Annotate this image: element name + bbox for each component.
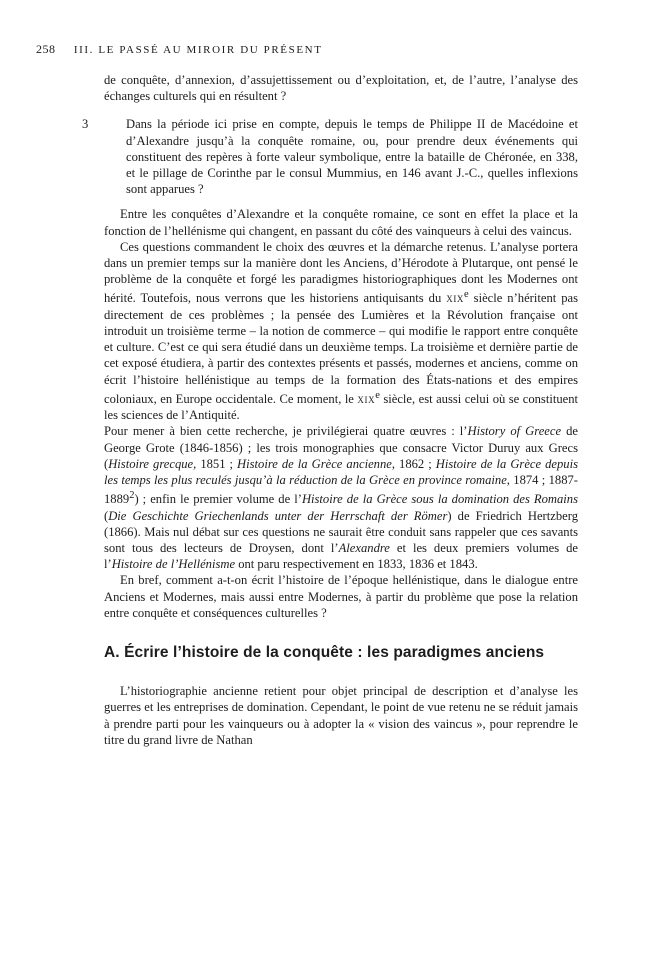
question-item-3 — [82, 116, 578, 197]
book-title: Histoire grecque — [108, 456, 194, 471]
book-title: Die Geschichte Griechenlands unter der Herrschaft der Römer — [108, 508, 448, 523]
text-run: , 1851 ; — [193, 456, 238, 471]
question-body: Dans la période ici prise en compte, depuis le temps de Philippe II de Macédoine et d’Alexandre jusqu’à la conquête romaine, ou, pour prendre deux événements qui constituent des repères à forte valeur symbolique, entre la bataille de Chéronée, en 338, et le pillage de Corinthe par le consul Mummius, en 146 avant J.-C., quelles inflexions sont apparues ? — [126, 117, 578, 197]
question-text — [82, 116, 578, 197]
century-numeral: xix — [446, 291, 465, 306]
text-run: ( — [104, 508, 109, 523]
text-run: ) ; enfin le premier volume de l’ — [134, 492, 302, 507]
footnote-ref[interactable]: 2 — [129, 490, 135, 502]
body-text — [82, 72, 579, 748]
running-head — [36, 42, 596, 57]
text-run: ont paru respectivement en 1833, 1836 et 1843. — [235, 557, 478, 572]
text-run: de George Grote (1846-1856) ; les trois monographies que consacre Victor Duruy aux Grecs ( — [104, 424, 579, 471]
book-title: Histoire de la Grèce depuis les temps les plus reculés jusqu’à la réduction de la Grèce en province romaine — [104, 456, 578, 488]
text-run: Ces questions commandent le choix des œuvres et la démarche retenus. L’analyse portera dans un premier temps sur la manière dont les Anciens, d’Hérodote à Plutarque, ont pensé le problème de la conquête et forgé les paradigmes historiographiques dont les Modernes ont hérité. Toutefois, nous verrons que les historiens antiquisants du — [104, 239, 578, 306]
paragraph-method — [104, 239, 578, 424]
chapter-title: III. LE PASSÉ AU MIROIR DU PRÉSENT — [73, 44, 323, 56]
text-run: , 1862 ; — [391, 456, 436, 471]
text-run: , 1874 ; 1887-1889 — [104, 473, 578, 507]
superscript: e — [375, 389, 380, 401]
superscript: e — [464, 289, 469, 301]
book-title: Alexandre — [338, 541, 390, 556]
paragraph-intro-continuation: de conquête, d’annexion, d’assujettissement ou d’exploitation, et, de l’autre, l’analyse des échanges culturels qui en résultent ? — [104, 73, 578, 104]
section-heading: A. Écrire l’histoire de la conquête : les paradigmes anciens — [104, 644, 545, 662]
text-run: ) de Friedrich Hertzberg (1866). Mais nul débat sur ces questions ne saurait être conduit sans rappeler que ces savants sont tous des lecteurs de Droysen, dont l’ — [104, 508, 578, 556]
book-title: History of Greece — [467, 424, 562, 439]
text-run: Pour mener à bien cette recherche, je privilégierai quatre œuvres : l’ — [104, 424, 468, 439]
paragraph-works — [104, 423, 578, 572]
paragraph-ancient-historiography: L’historiographie ancienne retient pour objet principal de description et d’analyse les guerres et les entreprises de domination. Cependant, le point de vue retenu ne se réduit jamais à prendre parti pour les vainqueurs ou à adopter la « vision des vaincus », pour reprendre le titre du grand livre de Nathan — [104, 684, 578, 747]
book-title: Histoire de la Grèce ancienne — [237, 456, 392, 471]
book-title: Histoire de l’Hellénisme — [111, 557, 236, 572]
text-run: et les deux premiers volumes de l’ — [104, 541, 578, 572]
question-number: 3 — [82, 117, 89, 132]
text-run: siècle n’héritent pas directement de ces problèmes ; la pensée des Lumières et la Révolution française ont introduit un troisième terme – la notion de commerce – qui modifie le rapport entre conquête et culture. C’est ce qui sera étudié dans un deuxième temps. La troisième et dernière partie de cet exposé étudiera, à partir des contextes présents et passés, modernes et anciens, comme on écrit l’histoire hellénistique au temps de la formation des États-nations et des empires coloniaux, en Europe occidentale. Ce moment, le — [104, 291, 578, 407]
paragraph-summary: En bref, comment a-t-on écrit l’histoire de l’époque hellénistique, dans le dialogue entre Anciens et Modernes, mais aussi entre Modernes, à partir du problème que pose la relation entre conquête et conséquences culturelles ? — [104, 573, 578, 620]
text-run: siècle, est aussi celui où se constituent les sciences de l’Antiquité. — [104, 392, 579, 423]
page-number: 258 — [36, 42, 56, 56]
paragraph-hellenism: Entre les conquêtes d’Alexandre et la conquête romaine, ce sont en effet la place et la fonction de l’hellénisme qui changent, en passant du côté des vainqueurs à celui des vaincus. — [104, 207, 578, 238]
century-numeral: xix — [357, 392, 376, 407]
book-title: Histoire de la Grèce sous la domination des Romains — [301, 492, 578, 507]
